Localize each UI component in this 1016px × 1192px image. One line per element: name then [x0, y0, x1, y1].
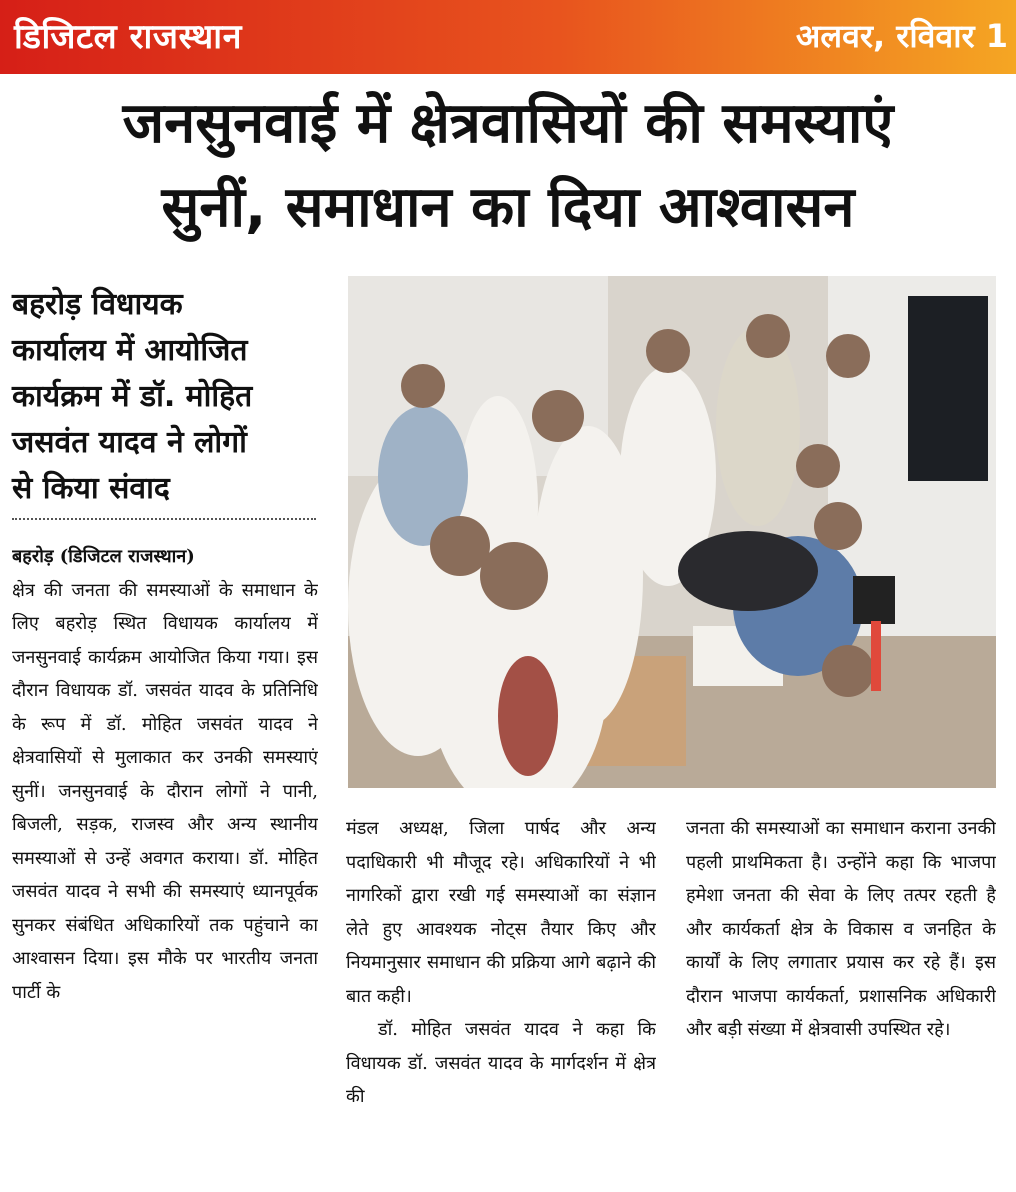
headline-line-2: सुनीं, समाधान का दिया आश्वासन — [161, 175, 855, 240]
subhead-line-2: कार्यालय में आयोजित — [12, 333, 248, 368]
article-column-2 — [346, 812, 656, 1187]
dateline: बहरोड़ (डिजिटल राजस्थान) — [12, 546, 195, 567]
headline-line-1: जनसुनवाई में क्षेत्रवासियों की समस्याएं — [122, 91, 894, 156]
article-column-3 — [686, 812, 996, 1187]
masthead-banner — [0, 0, 1016, 74]
photo-illustration — [348, 276, 996, 788]
article-paragraph: डॉ. मोहित जसवंत यादव ने कहा कि विधायक डॉ. जसवंत यादव के मार्गदर्शन में क्षेत्र की — [346, 1019, 656, 1107]
subhead-line-5: से किया संवाद — [12, 471, 170, 506]
article-paragraph: मंडल अध्यक्ष, जिला पार्षद और अन्य पदाधिकारी भी मौजूद रहे। अधिकारियों ने भी नागरिकों द्वारा रखी गई समस्याओं का संज्ञान लेते हुए आवश्यक नोट्स तैयार किए और नियमानुसार समाधान की प्रक्रिया आगे बढ़ाने की बात कही। — [346, 818, 656, 1007]
article-paragraph: जनता की समस्याओं का समाधान कराना उनकी पहली प्राथमिकता है। उन्होंने कहा कि भाजपा हमेशा जनता की सेवा के लिए तत्पर रहती है और कार्यकर्ता क्षेत्र के विकास व जनहित के कार्यों के लिए लगातार प्रयास कर रहे हैं। इस दौरान भाजपा कार्यकर्ता, प्रशासनिक अधिकारी और बड़ी संख्या में क्षेत्रवासी उपस्थित रहे। — [686, 818, 996, 1040]
subhead-line-1: बहरोड़ विधायक — [12, 287, 183, 322]
headline — [0, 82, 1016, 250]
news-photo — [348, 276, 996, 788]
subheadline — [12, 282, 312, 512]
article-paragraph: क्षेत्र की जनता की समस्याओं के समाधान के लिए बहरोड़ स्थित विधायक कार्यालय में जनसुनवाई कार्यक्रम आयोजित किया गया। इस दौरान विधायक डॉ. जसवंत यादव के प्रतिनिधि के रूप में डॉ. मोहित जसवंत यादव ने क्षेत्रवासियों से मुलाकात कर उनकी समस्याएं सुनीं। जनसुनवाई के दौरान लोगों ने पानी, बिजली, सड़क, राजस्व और अन्य स्थानीय समस्याओं से उन्हें अवगत कराया। डॉ. मोहित जसवंत यादव ने सभी की समस्याएं ध्यानपूर्वक सुनकर संबंधित अधिकारियों तक पहुंचाने का आश्वासन दिया। इस मौके पर भारतीय जनता पार्टी के — [12, 579, 318, 1003]
edition-date: अलवर, रविवार 1 — [795, 17, 1008, 55]
dotted-divider — [12, 518, 316, 520]
article-column-1 — [12, 540, 318, 1185]
subhead-line-4: जसवंत यादव ने लोगों — [12, 425, 247, 460]
subhead-line-3: कार्यक्रम में डॉ. मोहित — [12, 379, 253, 414]
newspaper-name: डिजिटल राजस्थान — [14, 17, 242, 57]
